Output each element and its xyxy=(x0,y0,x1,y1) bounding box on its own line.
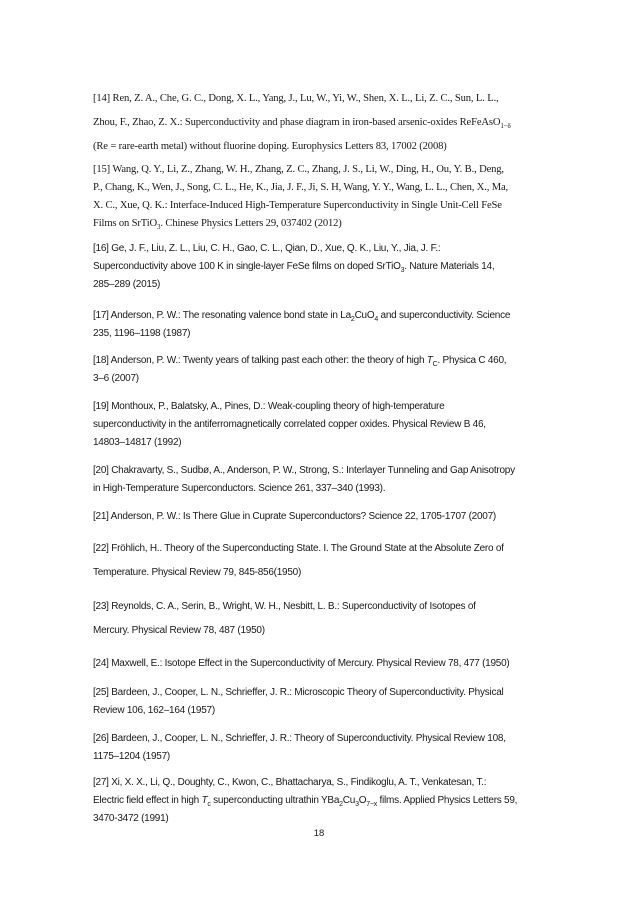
subscript: 1−δ xyxy=(500,122,511,131)
ref-line: [20] Chakravarty, S., Sudbø, A., Anderson, P. W., Strong, S.: Interlayer Tunneling and Gap Anisotropy xyxy=(93,465,515,476)
subscript: C xyxy=(432,361,438,368)
ref-line: (Re = rare-earth metal) without fluorine doping. Europhysics Letters 83, 17002 (2008) xyxy=(93,141,447,152)
ref-line: [23] Reynolds, C. A., Serin, B., Wright, W. H., Nesbitt, L. B.: Superconductivity of Isotopes of xyxy=(93,601,476,612)
reference-21 xyxy=(93,508,549,526)
subscript: 3 xyxy=(157,223,161,232)
ref-line: [25] Bardeen, J., Cooper, L. N., Schrieffer, J. R.: Microscopic Theory of Superconductivity. Physical xyxy=(93,687,504,698)
ref-line: [19] Monthoux, P., Balatsky, A., Pines, D.: Weak-coupling theory of high-temperature xyxy=(93,401,445,412)
ref-line: O xyxy=(358,795,367,806)
ref-line: Films on SrTiO xyxy=(93,218,158,229)
ref-line: [16] Ge, J. F., Liu, Z. L., Liu, C. H., Gao, C. L., Qian, D., Xue, Q. K., Liu, Y., Jia, J. F.: xyxy=(93,243,441,254)
ref-line: [26] Bardeen, J., Cooper, L. N., Schrieffer, J. R.: Theory of Superconductivity. Physical Review 108, xyxy=(93,733,506,744)
ref-line: . Chinese Physics Letters 29, 037402 (2012) xyxy=(160,218,342,229)
ref-line: [14] Ren, Z. A., Che, G. C., Dong, X. L., Yang, J., Lu, W., Yi, W., Shen, X. L., Li, Z. C., Sun, L. L., xyxy=(93,93,499,104)
ref-line: superconducting ultrathin YBa xyxy=(210,795,340,806)
ref-line: films. Applied Physics Letters 59, xyxy=(377,795,518,806)
ref-line: Cu xyxy=(342,795,356,806)
subscript: 3 xyxy=(355,801,359,808)
italic-symbol: T xyxy=(426,355,433,366)
ref-line: [21] Anderson, P. W.: Is There Glue in Cuprate Superconductors? Science 22, 1705-1707 (2007) xyxy=(93,511,497,522)
ref-line: P., Chang, K., Wen, J., Song, C. L., He, K., Jia, J. F., Ji, S. H, Wang, Y. Y., Wang, L. L., Chen, X., Ma, xyxy=(93,182,509,193)
reference-22 xyxy=(93,537,549,585)
reference-16 xyxy=(93,240,549,294)
reference-17 xyxy=(93,307,549,343)
reference-24 xyxy=(93,655,549,673)
ref-line: 3–6 (2007) xyxy=(93,373,139,384)
reference-25 xyxy=(93,684,549,720)
page-number: 18 xyxy=(313,828,325,839)
reference-27 xyxy=(93,774,549,828)
ref-line: X. C., Xue, Q. K.: Interface-Induced High-Temperature Superconductivity in Single Unit-Cell FeSe xyxy=(93,200,502,211)
reference-23 xyxy=(93,595,549,643)
reference-26 xyxy=(93,730,549,766)
ref-line: Temperature. Physical Review 79, 845-856(1950) xyxy=(93,567,302,578)
ref-line: in High-Temperature Superconductors. Science 261, 337–340 (1993). xyxy=(93,483,386,494)
ref-line: . Physica C 460, xyxy=(437,355,507,366)
ref-line: . Nature Materials 14, xyxy=(404,261,495,272)
ref-line: Mercury. Physical Review 78, 487 (1950) xyxy=(93,625,265,636)
ref-line: Superconductivity above 100 K in single-layer FeSe films on doped SrTiO xyxy=(93,261,401,272)
reference-15 xyxy=(93,161,549,233)
reference-18 xyxy=(93,352,549,388)
reference-20 xyxy=(93,462,549,498)
ref-line: superconductivity in the antiferromagnetically correlated copper oxides. Physical Review B 46, xyxy=(93,419,486,430)
ref-line: [24] Maxwell, E.: Isotope Effect in the Superconductivity of Mercury. Physical Review 78, 477 (1950) xyxy=(93,658,510,669)
subscript: 2 xyxy=(350,316,355,323)
ref-line: and superconductivity. Science xyxy=(378,310,511,321)
ref-line: [15] Wang, Q. Y., Li, Z., Zhang, W. H., Zhang, Z. C., Zhang, J. S., Li, W., Ding, H., Ou, Y. B., Deng, xyxy=(93,164,504,175)
ref-line: 235, 1196–1198 (1987) xyxy=(93,328,191,339)
ref-line: 14803–14817 (1992) xyxy=(93,437,182,448)
reference-19 xyxy=(93,398,549,452)
reference-14 xyxy=(93,87,549,159)
subscript: 2 xyxy=(339,801,343,808)
italic-symbol: T xyxy=(201,795,208,806)
ref-line: 1175–1204 (1957) xyxy=(93,751,170,762)
ref-line: Electric field effect in high xyxy=(93,795,202,806)
ref-line: CuO xyxy=(354,310,375,321)
ref-line: [17] Anderson, P. W.: The resonating valence bond state in La xyxy=(93,310,351,321)
ref-line: [27] Xi, X. X., Li, Q., Doughty, C., Kwon, C., Bhattacharya, S., Findikoglu, A. T., Venkatesan, T.: xyxy=(93,777,487,788)
subscript: 7−x xyxy=(366,801,377,808)
subscript: c xyxy=(207,801,211,808)
ref-line: [22] Fröhlich, H.. Theory of the Superconducting State. I. The Ground State at the Absolute Zero of xyxy=(93,543,504,554)
ref-line: Zhou, F., Zhao, Z. X.: Superconductivity and phase diagram in iron-based arsenic-oxides ReFeAsO xyxy=(93,117,501,128)
ref-line: 285–289 (2015) xyxy=(93,279,161,290)
subscript: 3 xyxy=(400,267,405,274)
ref-line: Review 106, 162–164 (1957) xyxy=(93,705,215,716)
subscript: 4 xyxy=(374,316,379,323)
ref-line: 3470-3472 (1991) xyxy=(93,813,169,824)
ref-line: [18] Anderson, P. W.: Twenty years of talking past each other: the theory of high xyxy=(93,355,427,366)
